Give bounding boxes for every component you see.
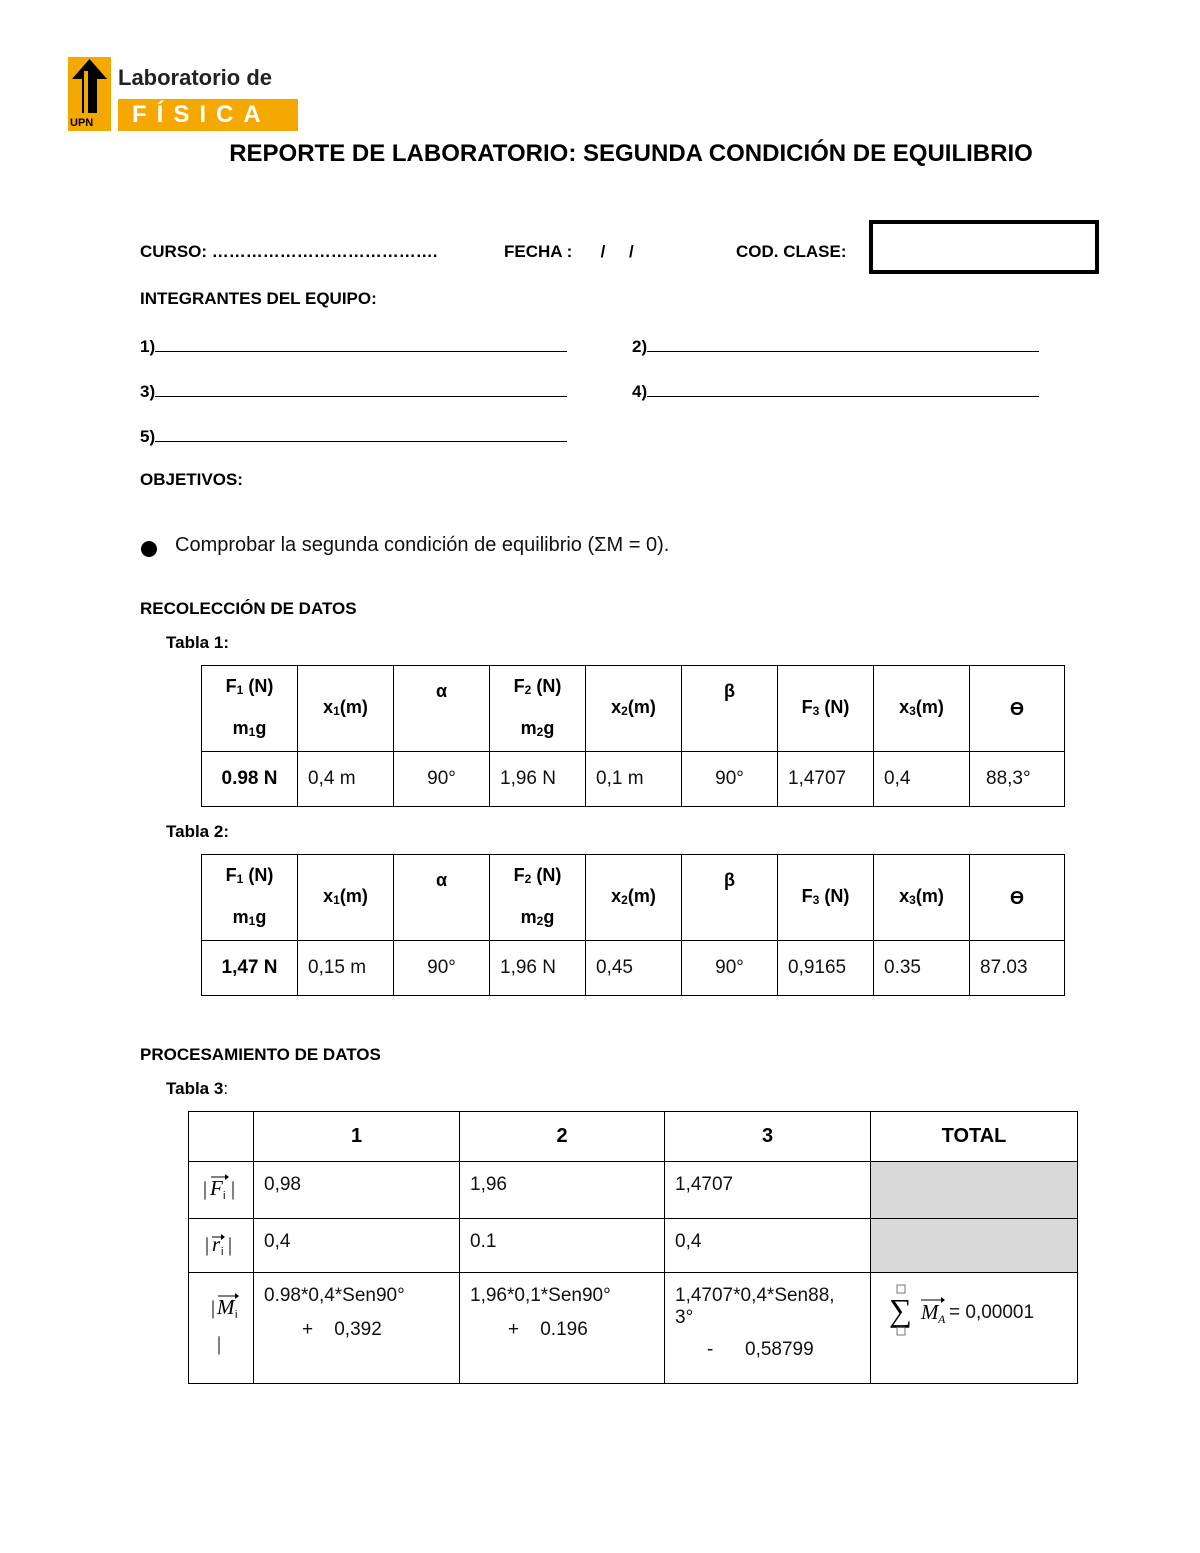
- t3-force-2: 1,96: [460, 1162, 665, 1219]
- moment-result: [264, 1319, 449, 1341]
- svg-text:|: |: [211, 1297, 216, 1319]
- objetivos-heading: OBJETIVOS:: [140, 470, 243, 489]
- svg-text:|: |: [217, 1333, 222, 1355]
- t2-x1: 0,15 m: [298, 941, 394, 996]
- tabla3: [188, 1111, 1078, 1384]
- fecha-field[interactable]: FECHA : / /: [504, 242, 634, 261]
- svg-text:|: |: [205, 1233, 210, 1256]
- t2-x2: 0,45: [586, 941, 682, 996]
- header-x2: $x_2(m)$: [586, 855, 682, 941]
- moment-expr: 1,96*0,1*Sen90°: [470, 1285, 611, 1306]
- moment-value: 0,392: [334, 1319, 382, 1340]
- moment-expr: 0.98*0,4*Sen90°: [264, 1285, 405, 1306]
- force-label-text: |: [203, 1178, 208, 1200]
- svg-text:r: r: [212, 1231, 221, 1256]
- tabla1-label: Tabla 1:: [166, 633, 229, 652]
- header-theta: ϴ: [970, 855, 1065, 941]
- svg-text:M: M: [217, 1295, 235, 1319]
- svg-text:M: M: [921, 1300, 939, 1324]
- member-line[interactable]: [155, 335, 567, 352]
- header-f2: [490, 855, 586, 941]
- t3-moment-total: [871, 1273, 1078, 1384]
- tabla1-data-row: [202, 752, 1065, 807]
- t3-moment-label: [189, 1273, 254, 1384]
- upn-fisica-logo: [68, 57, 300, 131]
- t3-force-3: 1,4707: [665, 1162, 871, 1219]
- moment-result: [470, 1319, 654, 1341]
- tabla3-force-row: [189, 1162, 1078, 1219]
- header-f1-bottom: $m_1g$: [232, 906, 267, 928]
- moment-value: 0,58799: [745, 1339, 814, 1360]
- header-f1-top: $F_1$ (N): [225, 864, 274, 886]
- tabla3-moment-row: [189, 1273, 1078, 1384]
- t3-radius-2: 0.1: [460, 1219, 665, 1273]
- tabla1: [201, 665, 1065, 807]
- cod-clase-label: COD. CLASE:: [736, 242, 847, 261]
- svg-text:A: A: [938, 1312, 946, 1326]
- t3-force-label: [189, 1162, 254, 1219]
- t3-force-total: [871, 1162, 1078, 1219]
- header-x1: $x_1(m)$: [298, 666, 394, 752]
- up-arrow-icon: [68, 57, 111, 117]
- sum-total-value: = 0,00001: [949, 1302, 1035, 1323]
- header-alpha: α: [394, 855, 490, 941]
- member-field-5[interactable]: [140, 425, 567, 447]
- procesamiento-heading: PROCESAMIENTO DE DATOS: [140, 1045, 381, 1064]
- t3-force-1: 0,98: [254, 1162, 460, 1219]
- tabla3-label: Tabla 3: [166, 1079, 224, 1098]
- t2-f3: 0,9165: [778, 941, 874, 996]
- header-x3: $x_3(m)$: [874, 855, 970, 941]
- t1-f1: 0.98 N: [202, 752, 298, 807]
- t1-f3: 1,4707: [778, 752, 874, 807]
- recoleccion-heading: RECOLECCIÓN DE DATOS: [140, 599, 357, 618]
- integrantes-label: INTEGRANTES DEL EQUIPO:: [140, 289, 377, 308]
- tabla1-header-row: [202, 666, 1065, 752]
- t2-f1: 1,47 N: [202, 941, 298, 996]
- header-f2: [490, 666, 586, 752]
- t3-radius-label: [189, 1219, 254, 1273]
- header-f2-top: $F_2$ (N): [513, 675, 562, 697]
- tabla2-header-row: [202, 855, 1065, 941]
- t3-corner: [189, 1112, 254, 1162]
- t3-header-3: 3: [665, 1112, 871, 1162]
- member-number: 4): [632, 382, 648, 401]
- t1-f2: 1,96 N: [490, 752, 586, 807]
- t3-moment-3: [665, 1273, 871, 1384]
- t2-beta: 90°: [682, 941, 778, 996]
- svg-text:∑: ∑: [889, 1292, 912, 1328]
- tabla3-radius-row: [189, 1219, 1078, 1273]
- member-line[interactable]: [155, 380, 567, 397]
- header-f1-bottom: $m_1g$: [232, 717, 267, 739]
- svg-text:|: |: [228, 1233, 233, 1256]
- header-alpha: α: [394, 666, 490, 752]
- t2-theta: 87.03: [970, 941, 1065, 996]
- header-f1-top: $F_1$ (N): [225, 675, 274, 697]
- member-number: 3): [140, 382, 156, 401]
- header-f2-top: $F_2$ (N): [513, 864, 562, 886]
- member-number: 5): [140, 427, 156, 446]
- force-label-sub: i: [223, 1190, 226, 1202]
- member-line[interactable]: [647, 335, 1039, 352]
- member-field-2[interactable]: [632, 335, 1039, 357]
- t1-x1: 0,4 m: [298, 752, 394, 807]
- header-beta: β: [682, 855, 778, 941]
- moment-sign: -: [707, 1339, 714, 1360]
- cod-clase-box[interactable]: [869, 220, 1099, 274]
- t2-x3: 0.35: [874, 941, 970, 996]
- t3-header-2: 2: [460, 1112, 665, 1162]
- moment-result: [675, 1339, 860, 1361]
- moment-expr-b: 3°: [675, 1307, 694, 1328]
- header-f3: $F_3$ (N): [778, 855, 874, 941]
- t3-moment-1: [254, 1273, 460, 1384]
- moment-vector-icon: [199, 1290, 243, 1360]
- header-beta: β: [682, 666, 778, 752]
- member-field-3[interactable]: [140, 380, 567, 402]
- t2-f2: 1,96 N: [490, 941, 586, 996]
- member-field-1[interactable]: [140, 335, 567, 357]
- header-x2: $x_2(m)$: [586, 666, 682, 752]
- t1-alpha: 90°: [394, 752, 490, 807]
- force-label-symbol: F: [210, 1176, 223, 1200]
- header-f3: $F_3$ (N): [778, 666, 874, 752]
- t3-header-total: TOTAL: [871, 1112, 1078, 1162]
- svg-text:i: i: [221, 1245, 224, 1258]
- moment-value: 0.196: [540, 1319, 588, 1340]
- t1-beta: 90°: [682, 752, 778, 807]
- header-x1: $x_1(m)$: [298, 855, 394, 941]
- moment-sign: +: [302, 1319, 314, 1340]
- tabla3-colon: :: [223, 1079, 229, 1098]
- force-label-close: |: [231, 1178, 236, 1200]
- logo-laboratorio-text: Laboratorio de: [118, 65, 273, 90]
- member-line[interactable]: [647, 380, 1039, 397]
- member-number: 1): [140, 337, 156, 356]
- tabla3-header-row: [189, 1112, 1078, 1162]
- t1-theta: 88,3°: [970, 752, 1065, 807]
- tabla2-label: Tabla 2:: [166, 822, 229, 841]
- header-f2-bottom: $m_2g$: [520, 906, 555, 928]
- t3-radius-1: 0,4: [254, 1219, 460, 1273]
- logo-upn-text: UPN: [70, 117, 94, 129]
- logo-arrow-icon: [68, 57, 111, 131]
- header-f1: [202, 855, 298, 941]
- force-vector-icon: [201, 1171, 241, 1203]
- t3-moment-2: [460, 1273, 665, 1384]
- curso-field[interactable]: CURSO: ………………………………….: [140, 242, 438, 261]
- header-f1: [202, 666, 298, 752]
- objective-text: Comprobar la segunda condición de equilibrio (ΣM = 0).: [175, 534, 670, 556]
- moment-sign: +: [508, 1319, 520, 1340]
- header-x3: $x_3(m)$: [874, 666, 970, 752]
- header-theta: ϴ: [970, 666, 1065, 752]
- t3-radius-3: 0,4: [665, 1219, 871, 1273]
- bullet-icon: [141, 541, 157, 557]
- member-field-4[interactable]: [632, 380, 1039, 402]
- tabla2-data-row: [202, 941, 1065, 996]
- header-f2-bottom: $m_2g$: [520, 717, 555, 739]
- t3-radius-total: [871, 1219, 1078, 1273]
- logo-fisica-text: FÍSICA: [132, 101, 271, 128]
- t1-x3: 0,4: [874, 752, 970, 807]
- t3-header-1: 1: [254, 1112, 460, 1162]
- moment-expr-a: 1,4707*0,4*Sen88,: [675, 1285, 835, 1306]
- tabla3-label-wrap: [166, 1079, 228, 1099]
- member-number: 2): [632, 337, 648, 356]
- tabla2: [201, 854, 1065, 996]
- t2-alpha: 90°: [394, 941, 490, 996]
- sum-expression: [881, 1283, 1067, 1339]
- svg-text:i: i: [235, 1309, 238, 1321]
- member-line[interactable]: [155, 425, 567, 442]
- radius-vector-icon: [201, 1227, 241, 1259]
- page-title: REPORTE DE LABORATORIO: SEGUNDA CONDICIÓN DE EQUILIBRIO: [229, 140, 1033, 167]
- t1-x2: 0,1 m: [586, 752, 682, 807]
